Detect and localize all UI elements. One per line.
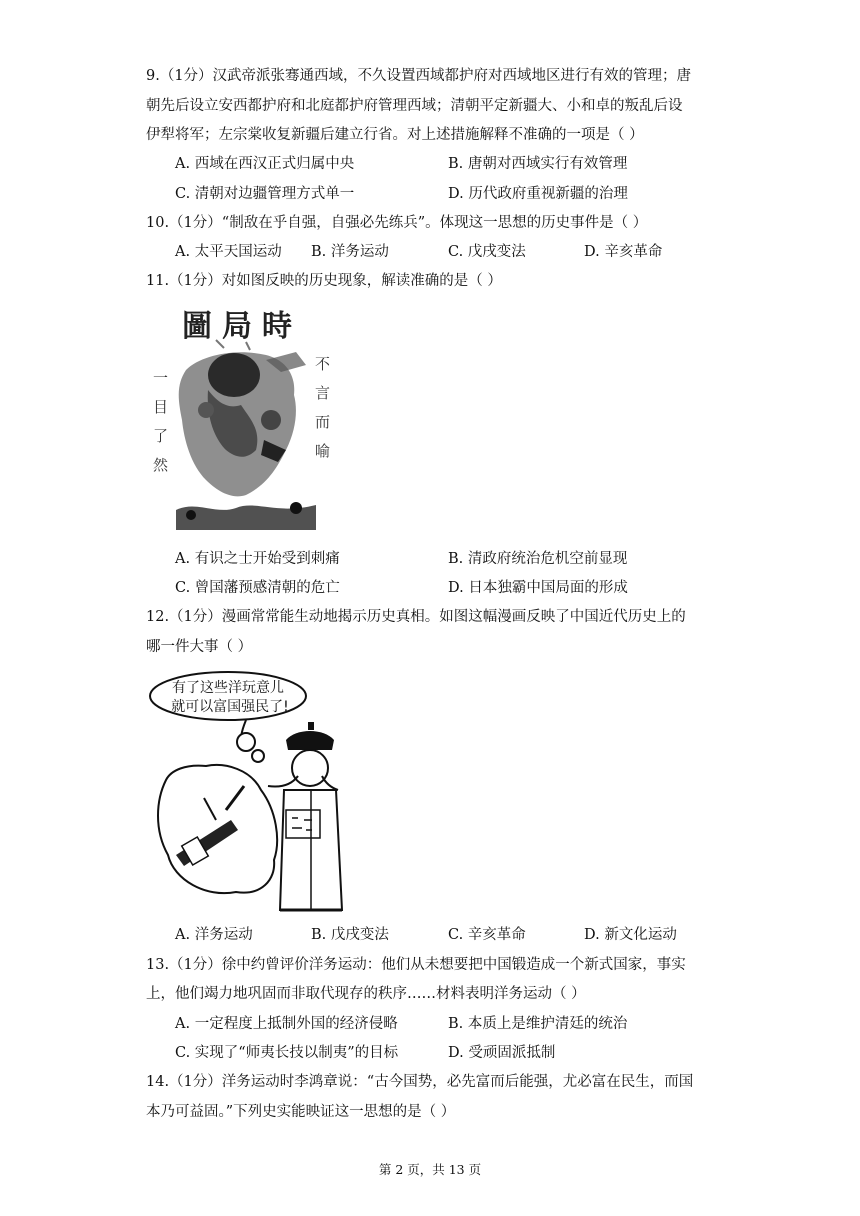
q11-option-d: D. 日本独霸中国局面的形成 xyxy=(448,580,628,596)
q13-option-a: A. 一定程度上抵制外国的经济侵略 xyxy=(175,1016,398,1032)
q14-stem-line-2: 本乃可益固。”下列史实能映证这一思想的是（ ） xyxy=(146,1104,456,1120)
q11-option-b: B. 清政府统治危机空前显现 xyxy=(448,551,628,567)
figure-left-caption: 一目了然 xyxy=(151,370,169,486)
q9-stem-line-2: 朝先后设立安西都护府和北庭都护府管理西域；清朝平定新疆大、小和卓的叛乱后设 xyxy=(146,98,683,114)
q10-option-c: C. 戊戌变法 xyxy=(448,244,526,260)
q9-option-d: D. 历代政府重视新疆的治理 xyxy=(448,186,628,202)
q13-stem-line-2: 上，他们竭力地巩固而非取代现存的秩序……材料表明洋务运动（ ） xyxy=(146,986,586,1002)
q9-option-c: C. 清朝对边疆管理方式单一 xyxy=(175,186,355,202)
westernization-cartoon-figure xyxy=(146,670,358,916)
q12-stem-line-1: 12.（1分）漫画常常能生动地揭示历史真相。如图这幅漫画反映了中国近代历史上的 xyxy=(146,609,686,625)
q10-option-a: A. 太平天国运动 xyxy=(175,244,282,260)
q10-stem-line-1: 10.（1分）“制敌在乎自强，自强必先练兵”。体现这一思想的历史事件是（ ） xyxy=(146,215,648,231)
q10-option-b: B. 洋务运动 xyxy=(311,244,389,260)
q12-option-b: B. 戊戌变法 xyxy=(311,927,389,943)
q13-option-c: C. 实现了“师夷长技以制夷”的目标 xyxy=(175,1045,399,1061)
page-number-footer: 第 2 页，共 13 页 xyxy=(378,1162,482,1177)
q14-stem-line-1: 14.（1分）洋务运动时李鸿章说：“古今国势，必先富而后能强，尤必富在民生，而国 xyxy=(146,1074,694,1090)
q13-stem-line-1: 13.（1分）徐中约曾评价洋务运动：他们从未想要把中国锻造成一个新式国家，事实 xyxy=(146,957,686,973)
q9-option-b: B. 唐朝对西域实行有效管理 xyxy=(448,156,628,172)
speech-bubble-line-2: 就可以富国强民了! xyxy=(171,699,289,715)
q11-option-c: C. 曾国藩预感清朝的危亡 xyxy=(175,580,340,596)
q12-option-a: A. 洋务运动 xyxy=(175,927,253,943)
q13-option-b: B. 本质上是维护清廷的统治 xyxy=(448,1016,628,1032)
q11-stem-line-1: 11.（1分）对如图反映的历史现象，解读准确的是（ ） xyxy=(146,273,502,289)
figure-title: 圖局時 xyxy=(182,309,302,344)
q11-option-a: A. 有识之士开始受到刺痛 xyxy=(175,551,340,567)
q9-option-a: A. 西域在西汉正式归属中央 xyxy=(175,156,355,172)
q12-stem-line-2: 哪一件大事（ ） xyxy=(146,639,253,655)
q12-option-d: D. 新文化运动 xyxy=(584,927,677,943)
figure-right-caption: 不言而喻 xyxy=(313,356,331,472)
q13-option-d: D. 受顽固派抵制 xyxy=(448,1045,556,1061)
time-situation-map-figure xyxy=(146,300,338,540)
q10-option-d: D. 辛亥革命 xyxy=(584,244,663,260)
q9-stem-line-3: 伊犁将军；左宗棠收复新疆后建立行省。对上述措施解释不准确的一项是（ ） xyxy=(146,127,644,143)
q9-stem-line-1: 9.（1分）汉武帝派张骞通西域，不久设置西域都护府对西域地区进行有效的管理；唐 xyxy=(146,68,692,84)
q12-option-c: C. 辛亥革命 xyxy=(448,927,526,943)
speech-bubble-line-1: 有了这些洋玩意儿 xyxy=(172,680,284,696)
